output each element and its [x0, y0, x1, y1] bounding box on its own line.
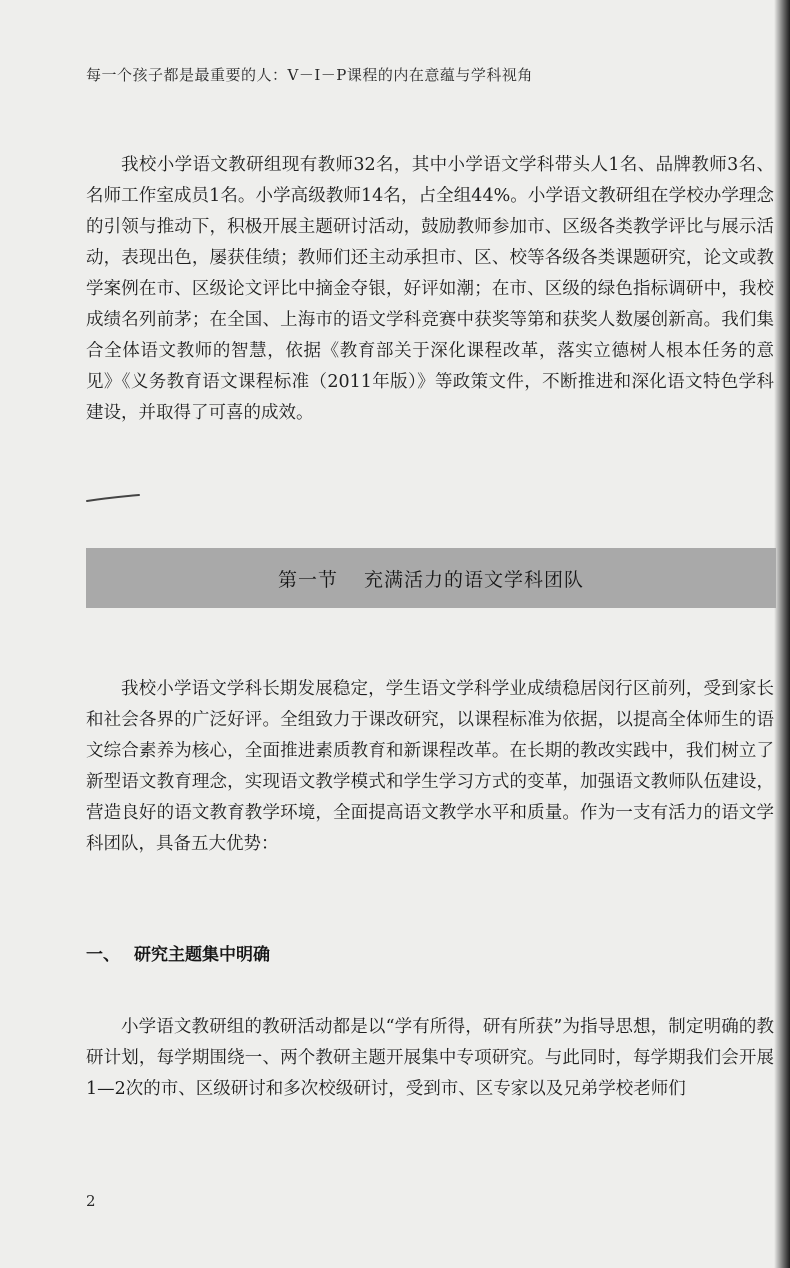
intro-paragraph: 我校小学语文教研组现有教师32名，其中小学语文学科带头人1名、品牌教师3名、名师工作室成员1名。小学高级教师14名，占全组44%。小学语文教研组在学校办学理念的引领与推动下，积极开展主题研讨活动，鼓励教师参加市、区级各类教学评比与展示活动，表现出色，屡获佳绩；教师们还主动承担市、区、校等各级各类课题研究，论文或教学案例在市、区级论文评比中摘金夺银，好评如潮；在市、区级的绿色指标调研中，我校成绩名列前茅；在全国、上海市的语文学科竞赛中获奖等第和获奖人数屡创新高。我们集合全体语文教师的智慧，依据《教育部关于深化课程改革，落实立德树人根本任务的意见》《义务教育语文课程标准（2011年版）》等政策文件，不断推进和深化语文特色学科建设，并取得了可喜的成效。	[86, 155, 774, 423]
subsection-paragraph: 小学语文教研组的教研活动都是以“学有所得，研有所获”为指导思想，制定明确的教研计划，每学期围绕一、两个教研主题开展集中专项研究。与此同时，每学期我们会开展1—2次的市、区级研讨和多次校级研讨，受到市、区专家以及兄弟学校老师们	[86, 1017, 774, 1099]
subsection-heading	[86, 940, 270, 965]
subsection-number: 一、	[86, 945, 120, 965]
section-heading	[278, 565, 584, 592]
subsection-title: 研究主题集中明确	[134, 945, 270, 965]
page-number: 2	[86, 1192, 96, 1210]
running-header: 每一个孩子都是最重要的人：V－I－P课程的内在意蕴与学科视角	[86, 66, 533, 84]
section-number: 第一节	[277, 568, 338, 591]
section-heading-banner	[86, 548, 776, 608]
pen-stroke-mark	[86, 493, 140, 503]
page-edge-shadow	[774, 0, 790, 1268]
section-paragraph: 我校小学语文学科长期发展稳定，学生语文学科学业成绩稳居闵行区前列，受到家长和社会各界的广泛好评。全组致力于课改研究，以课程标准为依据，以提高全体师生的语文综合素养为核心，全面推进素质教育和新课程改革。在长期的教改实践中，我们树立了新型语文教育理念，实现语文教学模式和学生学习方式的变革，加强语文教师队伍建设，营造良好的语文教育教学环境，全面提高语文教学水平和质量。作为一支有活力的语文学科团队，具备五大优势：	[86, 679, 774, 854]
section-title: 充满活力的语文学科团队	[364, 568, 585, 591]
